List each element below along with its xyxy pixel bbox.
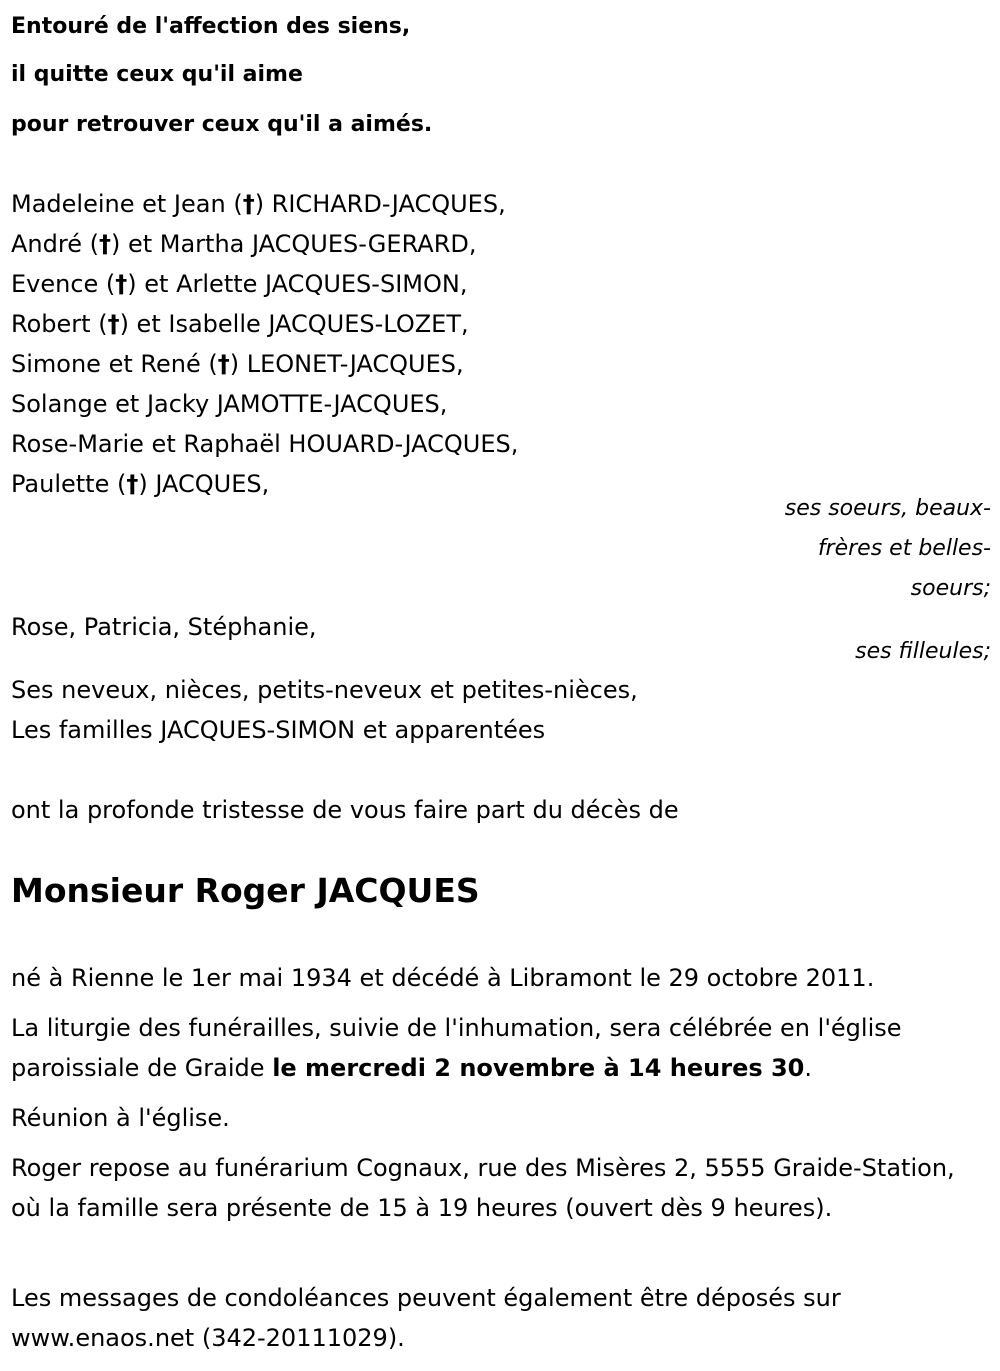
funeral-paragraph: La liturgie des funérailles, suivie de l'inhumation, sera célébrée en l'église paroissiale de Graide le mercredi 2 novembre à 14 heures 30. — [11, 1014, 902, 1082]
funerarium: Roger repose au funérarium Cognaux, rue des Misères 2, 5555 Graide-Station, où la famille sera présente de 15 à 19 heures (ouvert dès 9 heures). — [11, 1154, 955, 1222]
funeral-date: le mercredi 2 novembre à 14 heures 30 — [272, 1054, 805, 1082]
siblings-relation-line-1: ses soeurs, beaux- — [784, 496, 991, 521]
family-line: Robert (†) et Isabelle JACQUES-LOZET, — [11, 310, 469, 338]
family-line: Rose-Marie et Raphaël HOUARD-JACQUES, — [11, 430, 519, 458]
family-line: André (†) et Martha JACQUES-GERARD, — [11, 230, 477, 258]
siblings-relation-line-2: frères et belles- — [817, 536, 991, 561]
family-line: Evence (†) et Arlette JACQUES-SIMON, — [11, 270, 468, 298]
meeting: Réunion à l'église. — [11, 1104, 230, 1132]
cross-icon: † — [242, 190, 255, 218]
family-line: Paulette (†) JACQUES, — [11, 470, 270, 498]
cross-icon: † — [107, 310, 120, 338]
announcement: ont la profonde tristesse de vous faire part du décès de — [11, 796, 679, 824]
poem-line-2: il quitte ceux qu'il aime — [11, 62, 303, 87]
family-line: Simone et René (†) LEONET-JACQUES, — [11, 350, 464, 378]
deceased-name: Monsieur Roger JACQUES — [11, 871, 480, 910]
cross-icon: † — [98, 230, 111, 258]
family-line: Solange et Jacky JAMOTTE-JACQUES, — [11, 390, 448, 418]
cross-icon: † — [115, 270, 128, 298]
goddaughters: Rose, Patricia, Stéphanie, — [11, 613, 317, 641]
extended-family-line-1: Ses neveux, nièces, petits-neveux et petites-nièces, — [11, 676, 638, 704]
condolences: Les messages de condoléances peuvent également être déposés sur www.enaos.net (342-20111029). — [11, 1284, 841, 1352]
poem-line-3: pour retrouver ceux qu'il a aimés. — [11, 112, 433, 137]
family-line: Madeleine et Jean (†) RICHARD-JACQUES, — [11, 190, 506, 218]
cross-icon: † — [126, 470, 139, 498]
poem-line-1: Entouré de l'affection des siens, — [11, 14, 411, 39]
siblings-relation-line-3: soeurs; — [910, 576, 991, 601]
extended-family-line-2: Les familles JACQUES-SIMON et apparentées — [11, 716, 546, 744]
cross-icon: † — [217, 350, 230, 378]
birth-death: né à Rienne le 1er mai 1934 et décédé à Libramont le 29 octobre 2011. — [11, 964, 875, 992]
goddaughters-relation: ses filleules; — [855, 639, 991, 664]
